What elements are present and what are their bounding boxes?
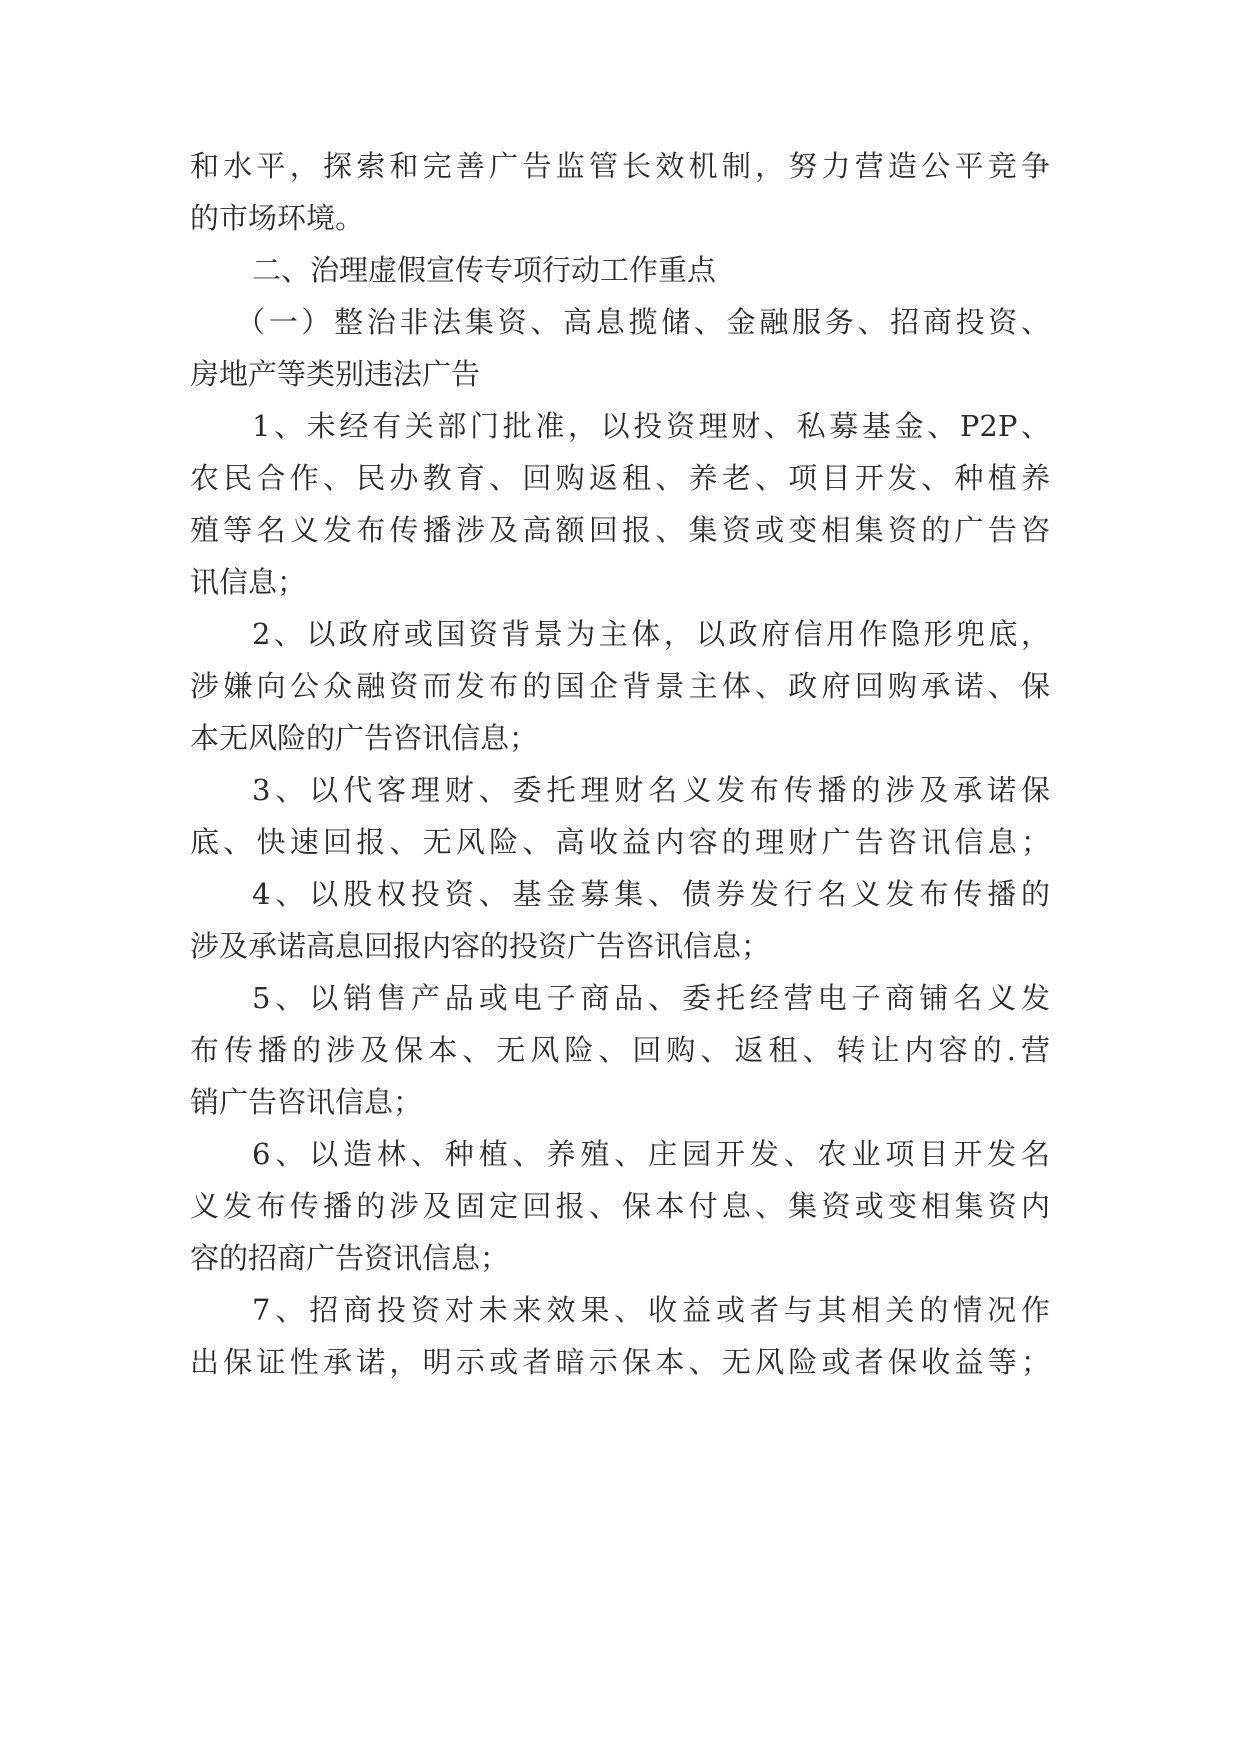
subsection-heading: （一）整治非法集资、高息揽储、金融服务、招商投资、 <box>236 305 1050 339</box>
paragraph-line: 的市场环境。 <box>190 201 365 235</box>
list-item-5: 5、以销售产品或电子商品、委托经营电子商铺名义发 <box>252 981 1050 1015</box>
list-item-3: 3、以代客理财、委托理财名义发布传播的涉及承诺保 <box>252 773 1050 807</box>
paragraph-line: 涉嫌向公众融资而发布的国企背景主体、政府回购承诺、保 <box>190 669 1050 703</box>
paragraph-line: 布传播的涉及保本、无风险、回购、返租、转让内容的.营 <box>190 1033 1050 1067</box>
list-item-6: 6、以造林、种植、养殖、庄园开发、农业项目开发名 <box>252 1137 1050 1171</box>
paragraph-line: 和水平，探索和完善广告监管长效机制，努力营造公平竞争 <box>190 149 1050 183</box>
list-item-1: 1、未经有关部门批准，以投资理财、私募基金、P2P、 <box>252 409 1050 443</box>
subsection-heading: 房地产等类别违法广告 <box>190 357 481 391</box>
paragraph-line: 本无风险的广告咨讯信息； <box>190 721 539 755</box>
paragraph-line: 出保证性承诺，明示或者暗示保本、无风险或者保收益等； <box>190 1345 1050 1379</box>
list-item-2: 2、以政府或国资背景为主体，以政府信用作隐形兜底， <box>252 617 1050 651</box>
paragraph-line: 农民合作、民办教育、回购返租、养老、项目开发、种植养 <box>190 461 1050 495</box>
section-heading: 二、治理虚假宣传专项行动工作重点 <box>252 253 717 287</box>
paragraph-line: 底、快速回报、无风险、高收益内容的理财广告咨讯信息； <box>190 825 1050 859</box>
paragraph-line: 涉及承诺高息回报内容的投资广告咨讯信息； <box>190 929 771 963</box>
list-item-4: 4、以股权投资、基金募集、债券发行名义发布传播的 <box>252 877 1050 911</box>
paragraph-line: 讯信息； <box>190 565 307 599</box>
paragraph-line: 容的招商广告资讯信息； <box>190 1241 510 1275</box>
paragraph-line: 义发布传播的涉及固定回报、保本付息、集资或变相集资内 <box>190 1189 1050 1223</box>
list-item-7: 7、招商投资对未来效果、收益或者与其相关的情况作 <box>252 1293 1050 1327</box>
paragraph-line: 殖等名义发布传播涉及高额回报、集资或变相集资的广告咨 <box>190 513 1050 547</box>
paragraph-line: 销广告咨讯信息； <box>190 1085 423 1119</box>
